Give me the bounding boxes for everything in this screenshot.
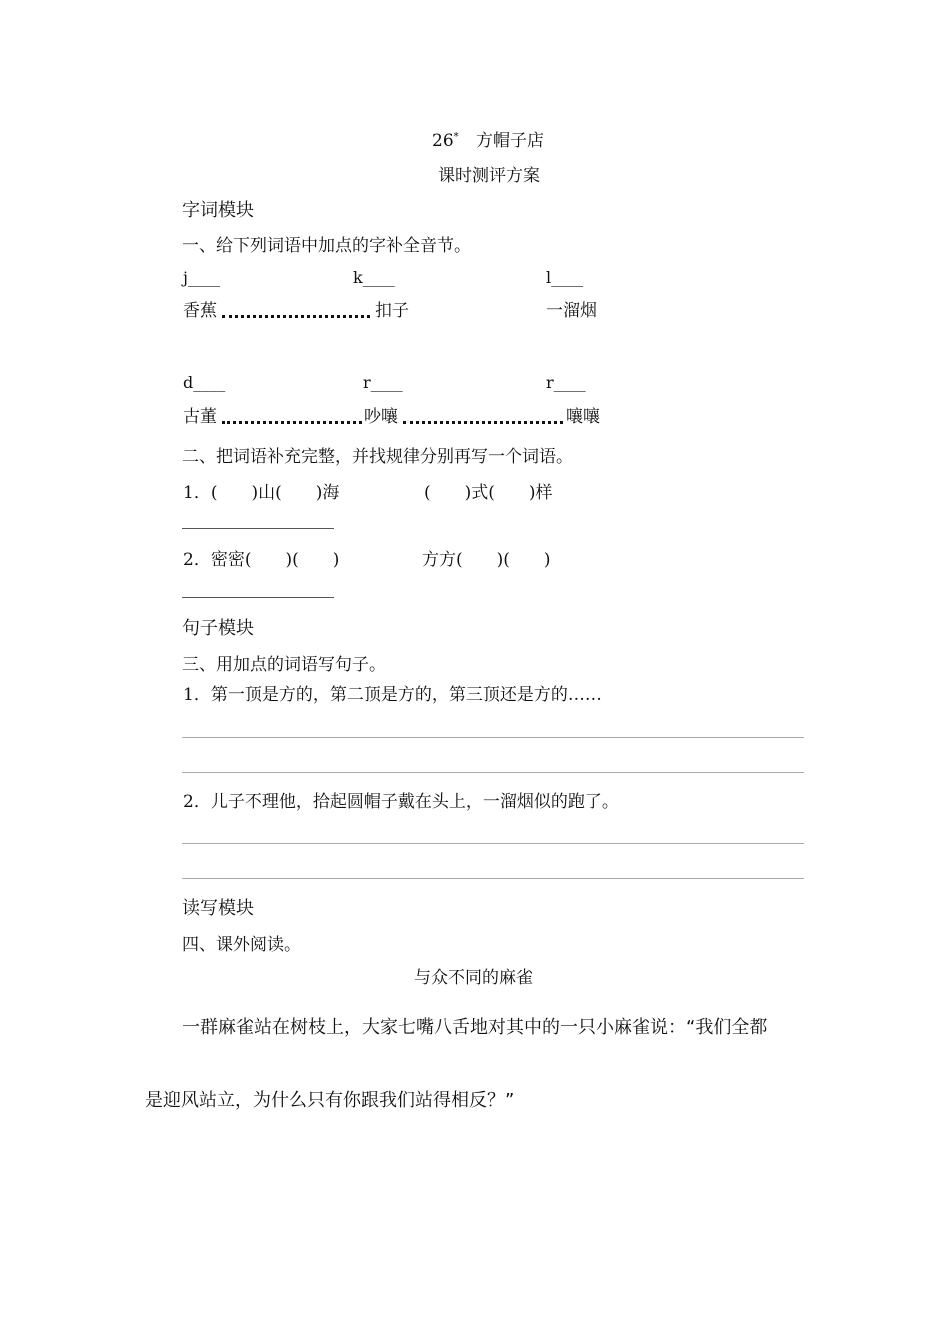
pinyin-blank-1[interactable]: j____ [183,268,220,287]
answer-line[interactable] [182,597,334,598]
word-rangrang: 嚷嚷 [566,407,600,427]
lesson-mark: * [453,131,459,143]
emphasis-dots [403,421,563,424]
q2-item2-a: 2．密密( )( ) [183,550,340,570]
passage-title: 与众不同的麻雀 [414,968,533,988]
writing-line[interactable] [182,878,804,879]
word-gudong: 古董 [183,407,217,427]
q2-item2-b: 方方( )( ) [422,550,551,570]
pinyin-blank-4[interactable]: d____ [183,373,226,392]
section-title-words: 字词模块 [182,200,254,221]
q3-item1: 1．第一顶是方的，第二顶是方的，第三顶还是方的…… [183,685,602,705]
page-subtitle: 课时测评方案 [438,166,540,186]
emphasis-dots [222,421,362,424]
pinyin-blank-2[interactable]: k____ [353,268,395,287]
lesson-title: 方帽子店 [476,131,545,151]
q2-item1-b: ( )式( )样 [424,483,553,503]
word-xiangjiao: 香蕉 [183,301,217,321]
writing-line[interactable] [182,843,804,844]
writing-line[interactable] [182,772,804,773]
lesson-heading [432,126,544,151]
pinyin-blank-6[interactable]: r____ [546,373,586,392]
pinyin-blank-3[interactable]: l____ [546,268,584,287]
q3-heading: 三、用加点的词语写句子。 [182,655,386,675]
word-kouzi: 扣子 [375,301,409,321]
pinyin-blank-5[interactable]: r____ [363,373,403,392]
emphasis-dots [222,315,370,318]
q2-item1-a: 1．( )山( )海 [183,483,340,503]
q1-heading: 一、给下列词语中加点的字补全音节。 [182,236,471,256]
answer-line[interactable] [182,528,334,529]
q2-heading: 二、把词语补充完整，并找规律分别再写一个词语。 [182,447,573,467]
q4-heading: 四、课外阅读。 [182,935,301,955]
section-title-sentences: 句子模块 [182,618,254,639]
lesson-number: 26 [432,131,454,151]
writing-line[interactable] [182,737,804,738]
passage-line-1: 一群麻雀站在树枝上，大家七嘴八舌地对其中的一只小麻雀说：“我们全都 [182,1017,768,1038]
q3-item2: 2．儿子不理他，拾起圆帽子戴在头上，一溜烟似的跑了。 [183,792,619,812]
passage-line-2: 是迎风站立，为什么只有你跟我们站得相反？” [145,1090,515,1111]
word-yiliuyan: 一溜烟 [546,301,597,321]
section-title-reading: 读写模块 [182,898,254,919]
word-chaorang: 吵嚷 [364,407,398,427]
